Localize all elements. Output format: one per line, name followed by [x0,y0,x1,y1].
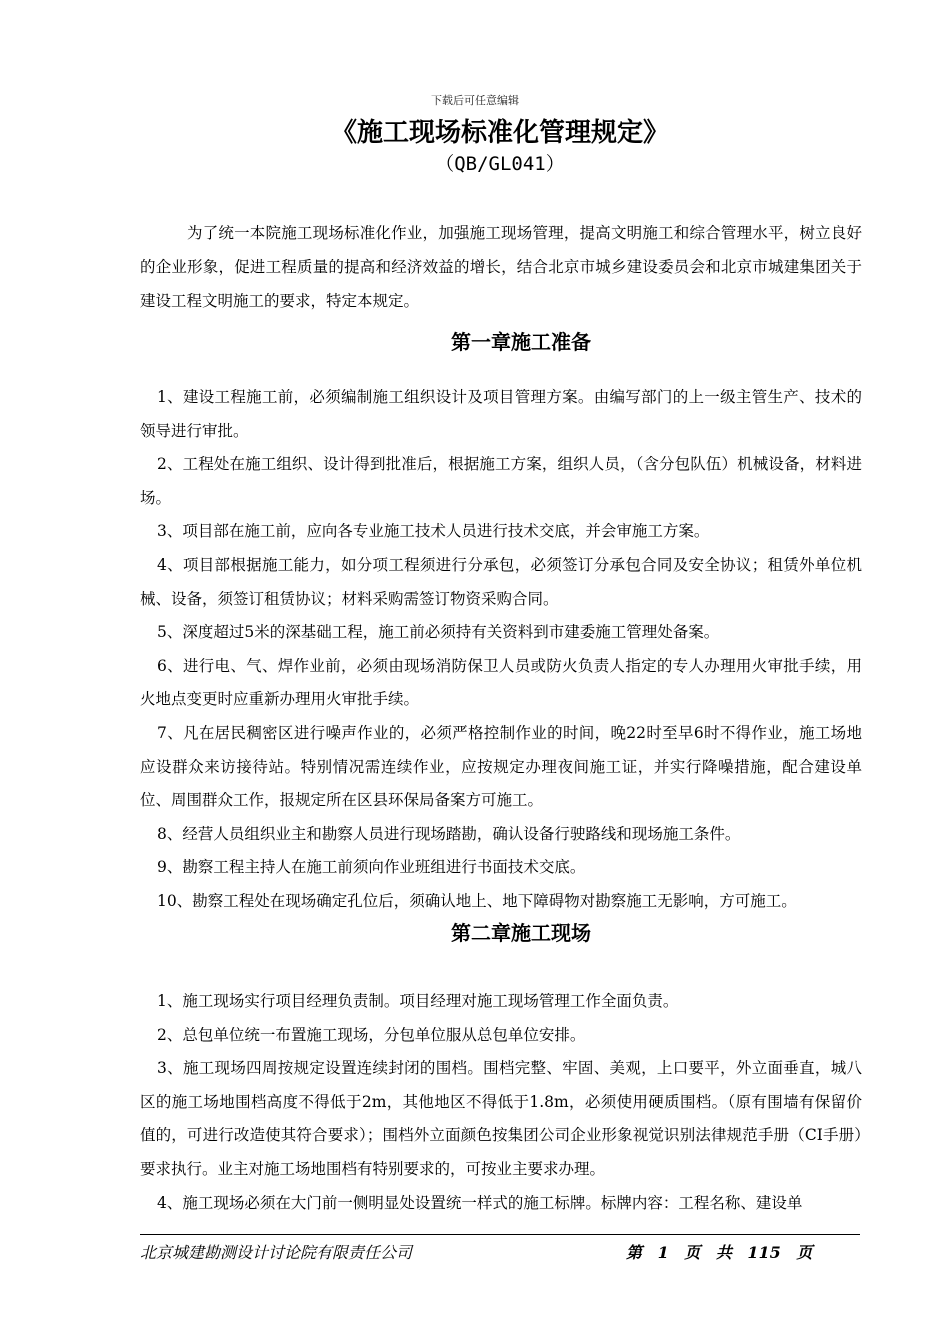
footer-divider [140,1234,860,1235]
chapter-1-list [140,381,862,919]
list-item: 8、经营人员组织业主和勘察人员进行现场踏勘，确认设备行驶路线和现场施工条件。 [157,824,741,843]
list-item: 1、施工现场实行项目经理负责制。项目经理对施工现场管理工作全面负责。 [157,992,679,1010]
list-item: 10、勘察工程处在现场确定孔位后，须确认地上、地下障碍物对勘察施工无影响，方可施工。 [157,891,797,910]
list-item: 9、勘察工程主持人在施工前须向作业班组进行书面技术交底。 [157,858,586,877]
list-item: 2、总包单位统一布置施工现场，分包单位服从总包单位安排。 [157,1025,586,1044]
footer-company: 北京城建勘测设计讨论院有限责任公司 [140,1243,413,1262]
list-item: 3、施工现场四周按规定设置连续封闭的围档。围档完整、牢固、美观，上口要平，外立面垂直，城八区的施工场地围档高度不得低于2m，其他地区不得低于1.8m，必须使用硬质围档。（原有围墙有保留价值的，可进行改造使其符合要求）；围档外立面颜色按集团公司企业形象视觉识别法律规范手册（CI手册）要求执行。业主对施工场地围档有特别要求的，可按业主要求办理。 [140,1059,862,1178]
document-title: 《施工现场标准化管理规定》 [330,118,669,148]
list-item: 6、进行电、气、焊作业前，必须由现场消防保卫人员或防火负责人指定的专人办理用火审批手续，用火地点变更时应重新办理用火审批手续。 [140,656,862,709]
list-item: 4、施工现场必须在大门前一侧明显处设置统一样式的施工标牌。标牌内容：工程名称、建设单 [157,1193,803,1212]
list-item: 5、深度超过5米的深基础工程，施工前必须持有关资料到市建委施工管理处备案。 [157,623,720,642]
list-item: 2、工程处在施工组织、设计得到批准后，根据施工方案，组织人员，（含分包队伍）机械设备，材料进场。 [140,455,862,507]
intro-paragraph: 为了统一本院施工现场标准化作业，加强施工现场管理，提高文明施工和综合管理水平，树立良好的企业形象，促进工程质量的提高和经济效益的增长，结合北京市城乡建设委员会和北京市城建集团关于建设工程文明施工的要求，特定本规定。 [140,224,862,310]
list-item: 3、项目部在施工前，应向各专业施工技术人员进行技术交底，并会审施工方案。 [157,522,710,541]
list-item: 7、凡在居民稠密区进行噪声作业的，必须严格控制作业的时间，晚22时至早6时不得作业，施工场地应设群众来访接待站。特别情况需连续作业，应按规定办理夜间施工证，并实行降噪措施，配合建设单位、周围群众工作，报规定所在区县环保局备案方可施工。 [140,723,862,810]
document-code: （QB/GL041） [435,153,565,175]
chapter-1-heading: 第一章施工准备 [451,330,591,354]
list-item: 4、项目部根据施工能力，如分项工程须进行分承包，必须签订分承包合同及安全协议；租赁外单位机械、设备，须签订租赁协议；材料采购需签订物资采购合同。 [140,555,862,608]
header-note: 下载后可任意编辑 [431,94,519,107]
list-item: 1、建设工程施工前，必须编制施工组织设计及项目管理方案。由编写部门的上一级主管生产、技术的领导进行审批。 [140,388,862,440]
chapter-2-list [140,985,862,1220]
footer-page-number: 第 1 页 共 115 页 [626,1243,813,1262]
chapter-2-heading: 第二章施工现场 [451,921,591,945]
